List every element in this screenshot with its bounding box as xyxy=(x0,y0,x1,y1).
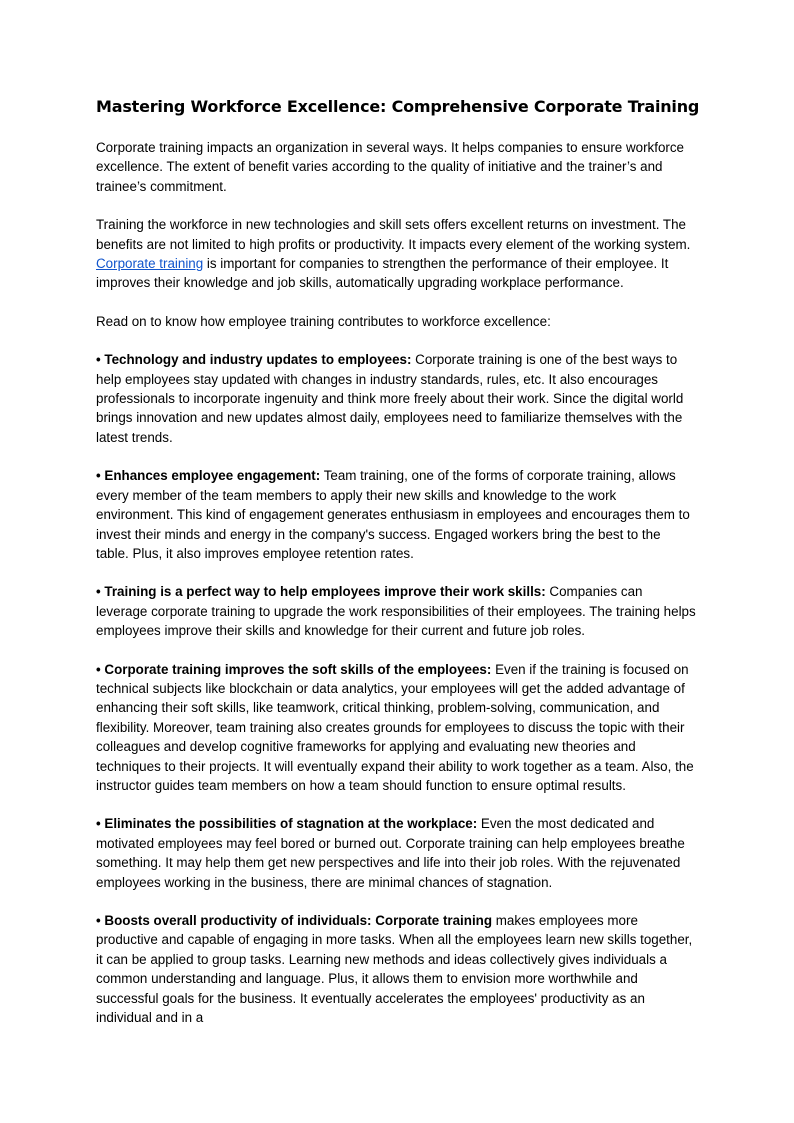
bullet-text: Even if the training is focused on technical subjects like blockchain or data analytics, your employees will get the added advantage of enhancing their soft skills, like teamwork, critical thinking, problem-solving, communication, and flexibility. Moreover, team training also creates grounds for employees to discuss the topic with their colleagues and develop cognitive frameworks for applying and evaluating new theories and techniques to their projects. It will eventually expand their ability to work together as a team. Also, the instructor guides team members on how a team should function to ensure optimal results. xyxy=(96,661,694,793)
paragraph-text: Training the workforce in new technologies and skill sets offers excellent returns on investment. The benefits are not limited to high profits or productivity. It impacts every element of the working system. xyxy=(96,217,691,252)
bullet-heading: • Eliminates the possibilities of stagnation at the workplace: xyxy=(96,816,478,832)
page-title: Mastering Workforce Excellence: Comprehensive Corporate Training xyxy=(96,97,700,116)
bullet-technology-updates xyxy=(96,350,696,447)
bullet-employee-engagement xyxy=(96,466,696,563)
intro-paragraph: Corporate training impacts an organization in several ways. It helps companies to ensure workforce excellence. The extent of benefit varies according to the quality of initiative and the trainer’s and trainee’s commitment. xyxy=(96,140,684,194)
bullet-heading: • Boosts overall productivity of individuals: Corporate training xyxy=(96,913,493,928)
bullet-text: Team training, one of the forms of corporate training, allows every member of the team members to apply their new skills and knowledge to the work environment. This kind of engagement generates enthusiasm in employees and encourages them to invest their minds and energy in the company's success. Engaged workers bring the best to the table. Plus, it also improves employee retention rates. xyxy=(96,468,690,561)
lead-in-paragraph: Read on to know how employee training contributes to workforce excellence: xyxy=(96,313,551,329)
corporate-training-link[interactable]: Corporate training xyxy=(96,256,204,272)
bullet-text: makes employees more productive and capable of engaging in more tasks. When all the employees learn new skills together, it can be applied to group tasks. Learning new methods and ideas collectively gives individuals a common understanding and language. Plus, it allows them to envision more worthwhile and successful goals for the business. It eventually accelerates the employees' productivity as an individual and in a xyxy=(96,913,693,1026)
bullet-text: Companies can leverage corporate training to upgrade the work responsibilities of their employees. The training helps employees improve their skills and knowledge for their current and future job roles. xyxy=(96,584,696,639)
bullet-text: Even the most dedicated and motivated employees may feel bored or burned out. Corporate training can help employees breathe something. It may help them get new perspectives and life into their job roles. With the rejuvenated employees working in the business, there are minimal chances of stagnation. xyxy=(96,816,685,890)
bullet-soft-skills xyxy=(96,660,696,796)
bullet-stagnation xyxy=(96,814,696,892)
bullet-heading: • Corporate training improves the soft skills of the employees: xyxy=(96,661,492,677)
bullet-heading: • Technology and industry updates to employees: xyxy=(96,352,412,368)
investment-paragraph xyxy=(96,215,696,293)
bullet-text: Corporate training is one of the best ways to help employees stay updated with changes in industry standards, rules, etc. It also encourages professionals to incorporate ingenuity and think more freely about their work. Since the digital world brings innovation and new updates almost daily, employees need to familiarize themselves with the latest trends. xyxy=(96,352,684,445)
document-page xyxy=(96,96,700,1046)
bullet-work-skills xyxy=(96,582,696,640)
bullet-heading: • Enhances employee engagement: xyxy=(96,468,321,484)
bullet-productivity xyxy=(96,911,696,1027)
paragraph-text: is important for companies to strengthen the performance of their employee. It improves their knowledge and job skills, automatically upgrading workplace performance. xyxy=(96,256,669,291)
bullet-heading: • Training is a perfect way to help employees improve their work skills: xyxy=(96,584,546,600)
